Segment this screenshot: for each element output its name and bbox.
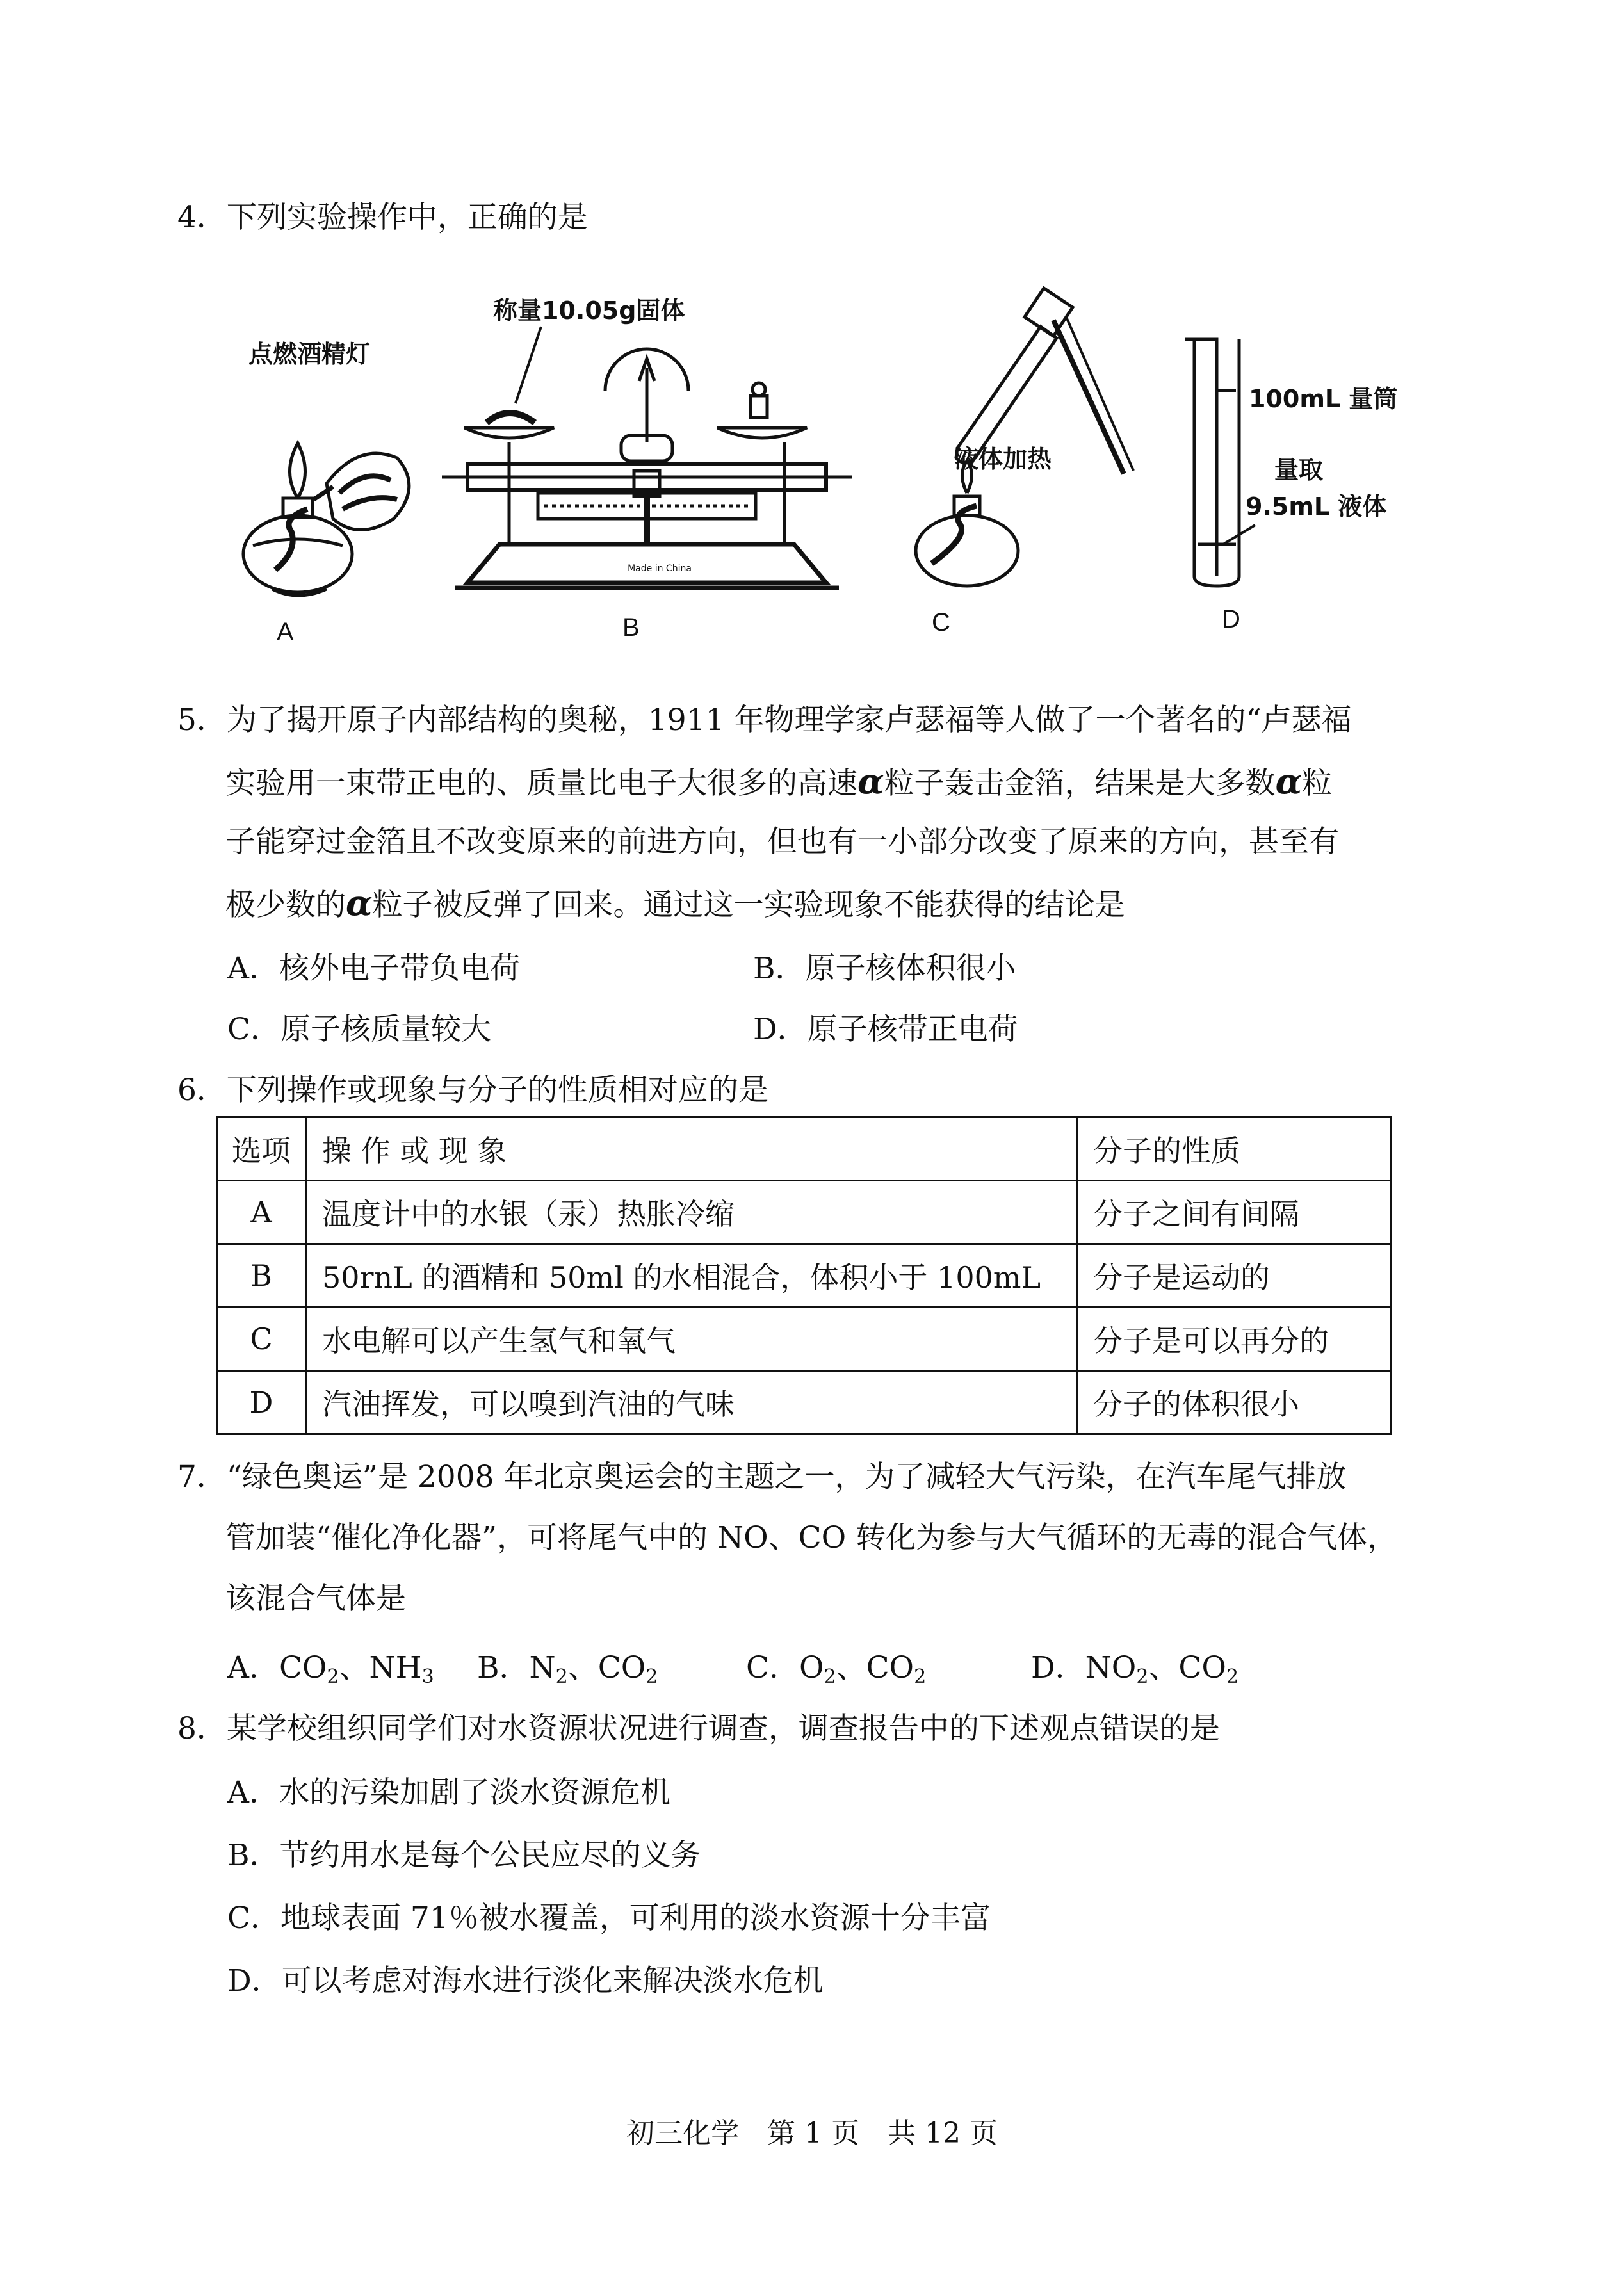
table-header-row: [217, 1117, 1392, 1181]
table-cell: D: [217, 1371, 306, 1434]
q7-line-2: 管加装“催化净化器”，可将尾气中的 NO、CO 转化为参与大气循环的无毒的混合气体，: [225, 1520, 1398, 1555]
figure-a-caption: 点燃酒精灯: [248, 340, 371, 368]
table-cell: 温度计中的水银（汞）热胀冷缩: [306, 1181, 1077, 1244]
figure-c-caption: 液体加热: [954, 445, 1052, 473]
measuring-cylinder-illustration: [1172, 333, 1262, 589]
q7-option-d: D．$NO_2$、$CO_2$: [1031, 1650, 1239, 1688]
figure-a-letter: A: [277, 618, 294, 646]
q8-option-b: B．节约用水是每个公民应尽的义务: [227, 1838, 701, 1873]
table-cell: B: [217, 1244, 306, 1308]
table-cell: 汽油挥发，可以嗅到汽油的气味: [306, 1371, 1077, 1434]
q5-option-c: C．原子核质量较大: [227, 1012, 491, 1047]
table-cell: A: [217, 1181, 306, 1244]
alpha-symbol: α: [1275, 761, 1303, 802]
q7-line-1: 7．“绿色奥运”是 2008 年北京奥运会的主题之一，为了减轻大气污染，在汽车尾气排放: [177, 1459, 1347, 1495]
q7-line-3: 该混合气体是: [225, 1581, 406, 1616]
q4-stem: 4．下列实验操作中，正确的是: [177, 200, 588, 235]
q8-option-a: A．水的污染加剧了淡水资源危机: [227, 1775, 670, 1810]
alpha-symbol: α: [346, 882, 373, 923]
q5-option-d: D．原子核带正电荷: [753, 1012, 1018, 1047]
balance-illustration: [442, 320, 852, 602]
table-cell: 分子的体积很小: [1077, 1371, 1392, 1434]
q7-option-a: A．$CO_2$、$NH_3$: [227, 1650, 434, 1688]
alpha-symbol: α: [857, 761, 884, 802]
balance-stamp: Made in China: [628, 564, 692, 574]
table-header-cell: 分子的性质: [1077, 1117, 1392, 1181]
figure-b-letter: B: [622, 613, 640, 642]
q5-line-2: 实验用一束带正电的、质量比电子大很多的高速α粒子轰击金箔，结果是大多数α粒: [225, 761, 1333, 802]
table-row: [217, 1181, 1392, 1244]
table-header-cell: 选项: [217, 1117, 306, 1181]
figure-d-caption-volume: 9.5mL 液体: [1246, 492, 1387, 521]
table-cell: 分子是运动的: [1077, 1244, 1392, 1308]
table-cell: 分子之间有间隔: [1077, 1181, 1392, 1244]
figure-b-caption: 称量10.05g固体: [493, 296, 685, 325]
figure-c-letter: C: [932, 608, 950, 637]
q7-option-c: C．$O_2$、$CO_2$: [746, 1650, 927, 1688]
alcohol-lamp-lighting-illustration: [237, 397, 423, 602]
q6-table: [216, 1116, 1392, 1435]
figure-d-caption-cylinder: 100mL 量筒: [1249, 385, 1398, 413]
table-header-cell: 操 作 或 现 象: [306, 1117, 1077, 1181]
table-cell: 水电解可以产生氢气和氧气: [306, 1308, 1077, 1371]
figure-d-caption-measure: 量取: [1274, 456, 1324, 484]
table-row: [217, 1308, 1392, 1371]
q5-line-3: 子能穿过金箔且不改变原来的前进方向，但也有一小部分改变了原来的方向，甚至有: [225, 824, 1339, 859]
page-footer: 初三化学 第 1 页 共 12 页: [626, 2117, 998, 2150]
q7-option-b: B．$N_2$、$CO_2$: [477, 1650, 658, 1688]
q8-option-c: C．地球表面 71％被水覆盖，可利用的淡水资源十分丰富: [227, 1901, 991, 1936]
table-row: [217, 1244, 1392, 1308]
q5-line-1: 5．为了揭开原子内部结构的奥秘，1911 年物理学家卢瑟福等人做了一个著名的“卢瑟福: [177, 702, 1352, 738]
figure-d-letter: D: [1222, 605, 1240, 633]
table-cell: 50rnL 的酒精和 50ml 的水相混合，体积小于 100mL: [306, 1244, 1077, 1308]
q5-line-4: 极少数的α粒子被反弹了回来。通过这一实验现象不能获得的结论是: [225, 882, 1125, 923]
q5-option-a: A．核外电子带负电荷: [227, 951, 520, 986]
q8-option-d: D．可以考虑对海水进行淡化来解决淡水危机: [227, 1963, 824, 1999]
table-cell: C: [217, 1308, 306, 1371]
q8-stem: 8．某学校组织同学们对水资源状况进行调查，调查报告中的下述观点错误的是: [177, 1711, 1220, 1746]
table-cell: 分子是可以再分的: [1077, 1308, 1392, 1371]
q6-stem: 6．下列操作或现象与分子的性质相对应的是: [177, 1073, 768, 1108]
q5-option-b: B．原子核体积很小: [753, 951, 1016, 986]
table-row: [217, 1371, 1392, 1434]
